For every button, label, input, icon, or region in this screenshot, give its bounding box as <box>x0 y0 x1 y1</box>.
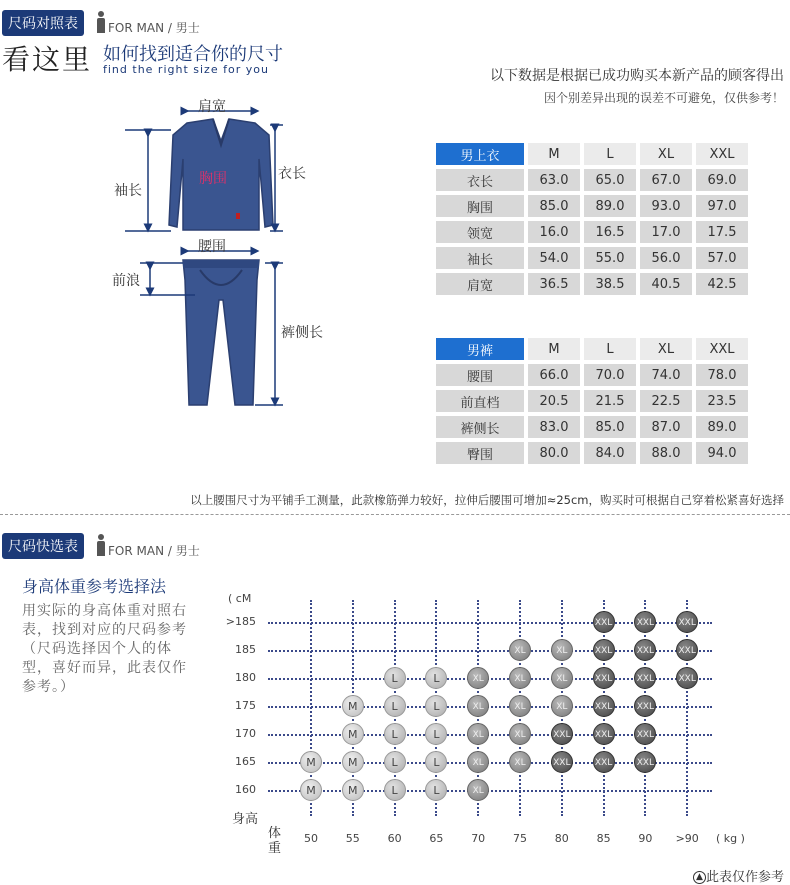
cell: 63.0 <box>528 169 580 191</box>
size-header: L <box>584 143 636 165</box>
size-dot-xxl: XXL <box>593 723 615 745</box>
top-table-header: 男上衣 <box>436 143 524 165</box>
disclaimer-note: 因个别差异出现的误差不可避免，仅供参考！ <box>543 91 784 105</box>
quick-select-title: 身高体重参考选择法 <box>22 577 167 596</box>
size-dot-xxl: XXL <box>676 667 698 689</box>
y-axis-title: 身高 <box>232 812 259 827</box>
size-dot-xxl: XXL <box>593 611 615 633</box>
cell: 54.0 <box>528 247 580 269</box>
cell: 83.0 <box>528 416 580 438</box>
row-label: 胸围 <box>436 195 524 217</box>
size-dot-xl: XL <box>509 667 531 689</box>
page-title: 看这里 <box>2 43 93 76</box>
size-dot-xxl: XXL <box>634 639 656 661</box>
row-label: 腰围 <box>436 364 524 386</box>
size-dot-l: L <box>384 779 406 801</box>
cell: 21.5 <box>584 390 636 412</box>
cell: 84.0 <box>584 442 636 464</box>
row-label: 袖长 <box>436 247 524 269</box>
cell: 93.0 <box>640 195 692 217</box>
size-dot-l: L <box>384 695 406 717</box>
size-dot-xl: XL <box>509 723 531 745</box>
size-dot-xxl: XXL <box>551 723 573 745</box>
size-dot-l: L <box>425 667 447 689</box>
cell: 70.0 <box>584 364 636 386</box>
cell: 67.0 <box>640 169 692 191</box>
size-dot-l: L <box>425 695 447 717</box>
size-dot-xl: XL <box>551 639 573 661</box>
height-tick-label: 170 <box>235 727 256 740</box>
size-dot-xxl: XXL <box>593 751 615 773</box>
height-tick-label: >185 <box>225 615 256 628</box>
pants-table-header: 男裤 <box>436 338 524 360</box>
data-source-note: 以下数据是根据已成功购买本新产品的顾客得出 <box>490 68 784 84</box>
size-dot-m: M <box>342 695 364 717</box>
height-tick-label: 180 <box>235 671 256 684</box>
size-dot-m: M <box>342 779 364 801</box>
quick-select-tag: 尺码快选表 <box>2 533 84 559</box>
row-label: 裤侧长 <box>436 416 524 438</box>
pants-length-label: 裤侧长 <box>281 325 323 341</box>
row-label: 衣长 <box>436 169 524 191</box>
weight-tick-label: 85 <box>596 832 611 845</box>
weight-tick-label: 50 <box>304 832 318 845</box>
size-dot-xl: XL <box>467 723 489 745</box>
cell: 16.0 <box>528 221 580 243</box>
cell: 23.5 <box>696 390 748 412</box>
cell: 85.0 <box>584 416 636 438</box>
size-dot-xxl: XXL <box>634 723 656 745</box>
size-dot-xxl: XXL <box>676 639 698 661</box>
subtitle-english: find the right size for you <box>103 63 269 76</box>
cell: 88.0 <box>640 442 692 464</box>
quick-select-description: 用实际的身高体重对照右表，找到对应的尺码参考（尺码选择因个人的体型，喜好而异，此表仅作参考。） <box>22 603 187 695</box>
cell: 85.0 <box>528 195 580 217</box>
size-dot-l: L <box>425 779 447 801</box>
footer-note: ▲ 此表仅作参考 <box>693 866 784 885</box>
size-dot-m: M <box>300 779 322 801</box>
x-unit-label: ( kg ) <box>716 832 745 845</box>
cell: 74.0 <box>640 364 692 386</box>
size-dot-xl: XL <box>509 751 531 773</box>
weight-tick-label: 60 <box>387 832 402 845</box>
size-dot-xxl: XXL <box>593 667 615 689</box>
row-label: 领宽 <box>436 221 524 243</box>
size-header: M <box>528 143 580 165</box>
chest-label: 胸围 <box>199 171 227 187</box>
cell: 42.5 <box>696 273 748 295</box>
size-chart-tag: 尺码对照表 <box>2 10 84 36</box>
cell: 78.0 <box>696 364 748 386</box>
size-dot-m: M <box>342 751 364 773</box>
weight-tick-label: 90 <box>638 832 653 845</box>
cell: 80.0 <box>528 442 580 464</box>
cell: 40.5 <box>640 273 692 295</box>
for-man-label: FOR MAN / 男士 <box>108 21 200 35</box>
size-dot-xxl: XXL <box>593 695 615 717</box>
size-header: XL <box>640 143 692 165</box>
cell: 65.0 <box>584 169 636 191</box>
size-dot-l: L <box>384 667 406 689</box>
for-man-label: FOR MAN / 男士 <box>108 544 200 558</box>
cell: 89.0 <box>584 195 636 217</box>
size-dot-xxl: XXL <box>634 667 656 689</box>
size-dot-xxl: XXL <box>551 751 573 773</box>
length-label: 衣长 <box>278 166 306 182</box>
size-header: XXL <box>696 338 748 360</box>
rise-label: 前浪 <box>112 273 140 289</box>
cell: 16.5 <box>584 221 636 243</box>
cell: 56.0 <box>640 247 692 269</box>
size-dot-xxl: XXL <box>593 639 615 661</box>
size-dot-xxl: XXL <box>634 751 656 773</box>
height-tick-label: 160 <box>235 783 256 796</box>
cell: 69.0 <box>696 169 748 191</box>
weight-tick-label: >90 <box>675 832 699 845</box>
subtitle: 如何找到适合你的尺寸 <box>103 44 283 65</box>
shoulder-label: 肩宽 <box>198 99 226 115</box>
weight-tick-label: 55 <box>345 832 360 845</box>
size-dot-xl: XL <box>467 751 489 773</box>
size-dot-xl: XL <box>509 695 531 717</box>
size-dot-m: M <box>300 751 322 773</box>
size-dot-l: L <box>425 751 447 773</box>
size-header: L <box>584 338 636 360</box>
size-header: XL <box>640 338 692 360</box>
cell: 89.0 <box>696 416 748 438</box>
weight-tick-label: 80 <box>554 832 569 845</box>
cell: 20.5 <box>528 390 580 412</box>
cell: 22.5 <box>640 390 692 412</box>
weight-tick-label: 75 <box>513 832 527 845</box>
size-dot-xl: XL <box>467 667 489 689</box>
weight-tick-label: 65 <box>429 832 444 845</box>
size-dot-xl: XL <box>551 695 573 717</box>
waist-label: 腰围 <box>198 239 226 255</box>
size-dot-l: L <box>384 723 406 745</box>
height-tick-label: 165 <box>235 755 256 768</box>
height-tick-label: 185 <box>235 643 256 656</box>
cell: 97.0 <box>696 195 748 217</box>
size-dot-xl: XL <box>509 639 531 661</box>
size-dot-xxl: XXL <box>676 611 698 633</box>
cell: 17.5 <box>696 221 748 243</box>
cell: 55.0 <box>584 247 636 269</box>
row-label: 前直档 <box>436 390 524 412</box>
size-dot-m: M <box>342 723 364 745</box>
row-label: 臀围 <box>436 442 524 464</box>
size-dot-xxl: XXL <box>634 695 656 717</box>
cell: 94.0 <box>696 442 748 464</box>
cell: 66.0 <box>528 364 580 386</box>
height-tick-label: 175 <box>235 699 256 712</box>
x-axis-title: 体重 <box>268 826 282 856</box>
cell: 87.0 <box>640 416 692 438</box>
waist-note: 以上腰围尺寸为平铺手工测量，此款橡筋弹力较好，拉伸后腰围可增加≈25cm，购买时可根据自己穿着松紧喜好选择 <box>190 493 784 507</box>
size-dot-xxl: XXL <box>634 611 656 633</box>
size-dot-l: L <box>425 723 447 745</box>
cell: 57.0 <box>696 247 748 269</box>
arrow-up-icon: ▲ <box>693 871 706 884</box>
cell: 36.5 <box>528 273 580 295</box>
sleeve-label: 袖长 <box>114 183 142 199</box>
size-dot-xl: XL <box>467 695 489 717</box>
y-unit-label: ( cM <box>228 592 252 605</box>
size-header: XXL <box>696 143 748 165</box>
cell: 38.5 <box>584 273 636 295</box>
row-label: 肩宽 <box>436 273 524 295</box>
weight-tick-label: 70 <box>471 832 486 845</box>
cell: 17.0 <box>640 221 692 243</box>
size-header: M <box>528 338 580 360</box>
size-dot-xl: XL <box>551 667 573 689</box>
size-dot-l: L <box>384 751 406 773</box>
size-dot-xl: XL <box>467 779 489 801</box>
